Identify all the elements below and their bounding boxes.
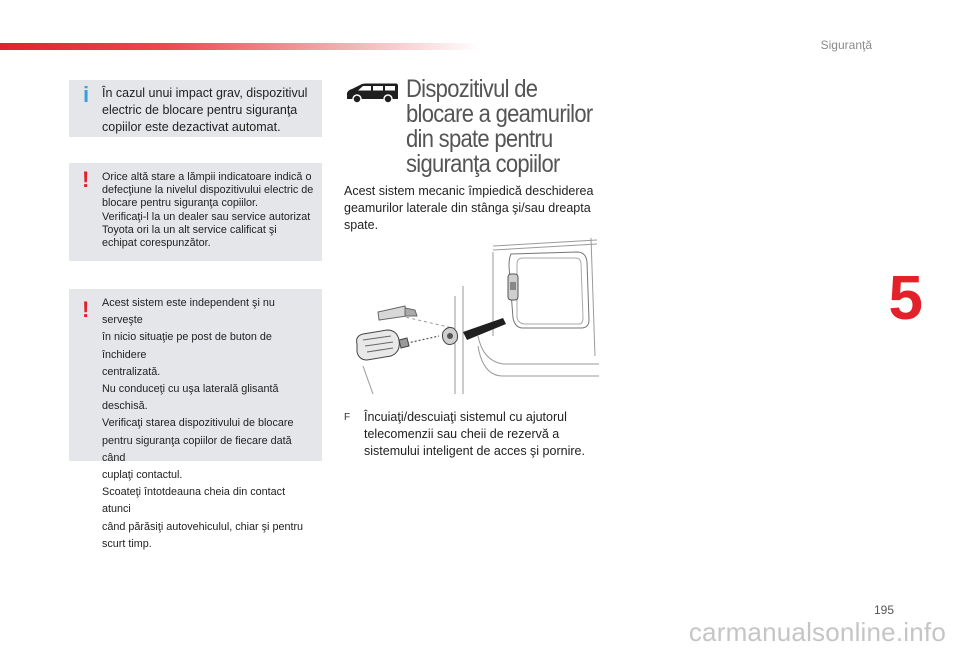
- warning-box-1: [69, 163, 322, 261]
- title-line: blocare a geamurilor: [406, 100, 593, 128]
- warning-line: Acest sistem este independent şi nu serveşte: [102, 297, 275, 327]
- warning-line: Nu conduceţi cu uşa laterală glisantă deschisă.: [102, 383, 279, 413]
- warning-line: Orice altă stare a lămpii indicatoare indică o: [102, 171, 312, 183]
- warning-line: Verificaţi starea dispozitivului de blocare: [102, 417, 294, 430]
- info-box: [69, 80, 322, 137]
- intro-paragraph: [344, 183, 604, 234]
- warning-line: cuplaţi contactul.: [102, 469, 183, 482]
- info-line: electric de blocare pentru siguranţa: [102, 103, 298, 117]
- info-line: În cazul unui impact grav, dispozitivul: [102, 86, 308, 100]
- intro-line: Acest sistem mecanic împiedică deschiderea: [344, 184, 594, 198]
- info-line: copiilor este dezactivat automat.: [102, 120, 281, 134]
- warning-line: blocare pentru siguranţa copiilor.: [102, 197, 259, 210]
- watermark-text: carmanualsonline.info: [688, 617, 946, 647]
- header-color-bar: [0, 43, 480, 50]
- warning-line: defecţiune la nivelul dispozitivului electric de: [102, 184, 314, 197]
- step-line: Încuiaţi/descuiaţi sistemul cu ajutorul: [364, 410, 567, 424]
- page-number: 195: [873, 603, 894, 617]
- info-icon: i: [83, 82, 90, 107]
- child-lock-illustration: [343, 236, 599, 398]
- warning-icon: !: [82, 297, 90, 322]
- warning-box-2: [69, 289, 322, 550]
- warning-icon: !: [82, 167, 90, 192]
- warning-line: scurt timp.: [102, 537, 152, 550]
- title-line: siguranţa copiilor: [406, 150, 560, 178]
- instruction-step: [344, 409, 604, 460]
- warning-line: pentru siguranţa copiilor de fiecare dată când: [102, 434, 292, 464]
- chapter-number: 5: [888, 264, 923, 333]
- intro-line: geamurilor laterale din stânga şi/sau dreapta: [344, 201, 591, 215]
- warning-line: când părăsiţi autovehiculul, chiar şi pentru: [102, 520, 304, 533]
- section-title: Siguranţă: [820, 38, 872, 52]
- title-line: din spate pentru: [406, 125, 553, 153]
- step-line: sistemului inteligent de acces şi pornire.: [364, 444, 585, 458]
- step-bullet: F: [344, 412, 351, 423]
- title-line: Dispozitivul de: [406, 75, 538, 103]
- warning-line: echipat corespunzător.: [102, 237, 211, 250]
- page-title: [406, 77, 616, 177]
- step-line: telecomenzii sau cheii de rezervă a: [364, 427, 560, 441]
- warning-line: Verificaţi-l la un dealer sau service autorizat: [102, 210, 311, 223]
- intro-line: spate.: [344, 218, 379, 232]
- warning-line: centralizată.: [102, 365, 161, 378]
- van-icon: [344, 82, 400, 104]
- warning-line: în nicio situaţie pe post de buton de închidere: [102, 331, 272, 361]
- warning-line: Toyota ori la un alt service calificat şi: [102, 223, 277, 236]
- warning-line: Scoateţi întotdeauna cheia din contact atunci: [102, 486, 286, 516]
